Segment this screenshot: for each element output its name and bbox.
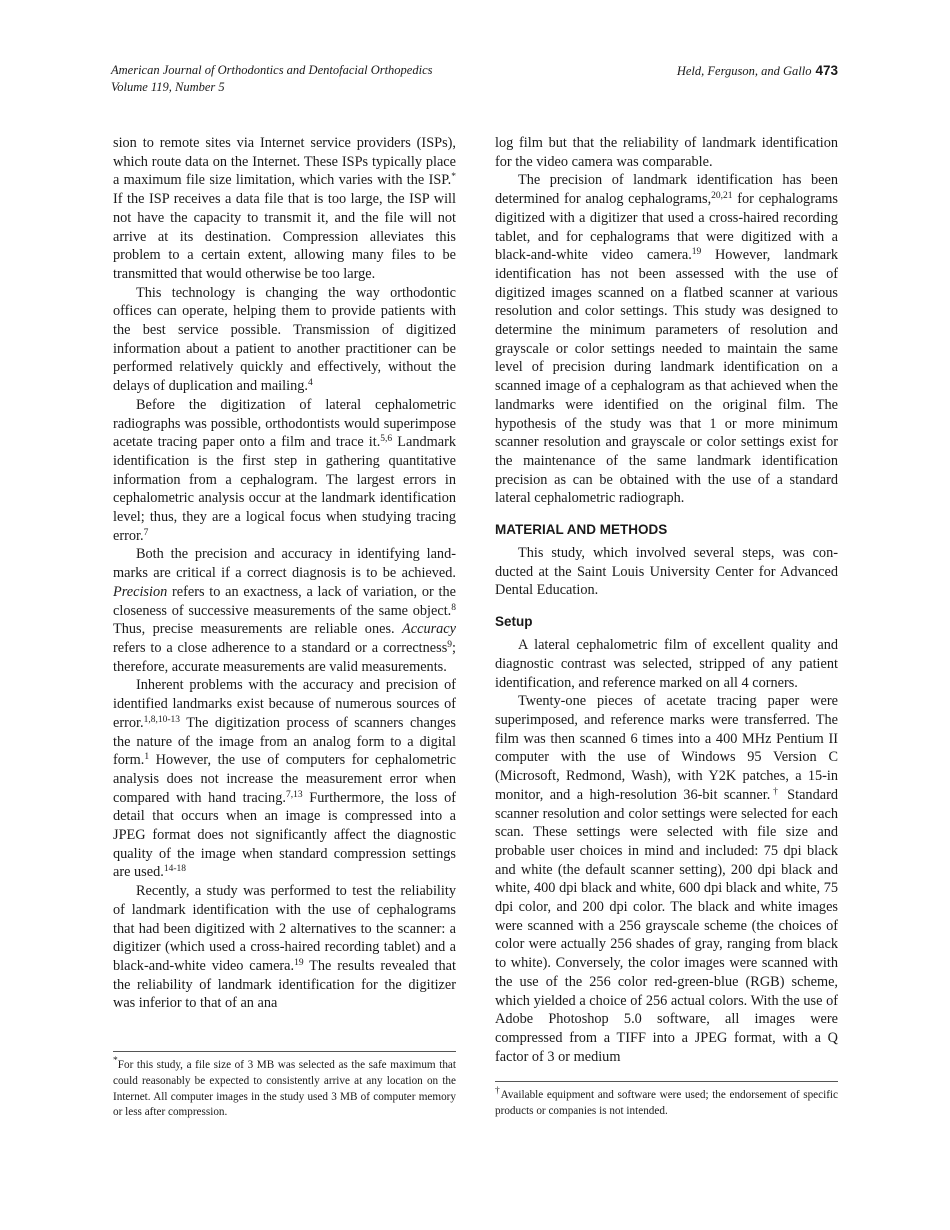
subsection-heading-setup: Setup	[495, 614, 533, 630]
journal-title: American Journal of Orthodontics and Dentofacial Orthopedics	[111, 63, 433, 77]
footnote-text: Available equipment and software were used; the endorsement of specific products or companies is not intended.	[495, 1089, 838, 1117]
footnote-mark: *	[113, 1056, 118, 1066]
footnote-asterisk	[113, 1051, 456, 1121]
paragraph: Recently, a study was performed to test the reliability of landmark identification with the use of cephalograms that had been digitized with 2 alternatives to the scanner: a digitizer (which used a cross-haired recording tablet) and a black-and-white video camera.$^{19}$ The results revealed that the reliability of landmark identification for the digitizer was inferior to that of an ana	[113, 883, 456, 1012]
citation: 7,13	[285, 789, 303, 800]
citation: 19	[294, 957, 304, 968]
citation: 1,8,10-13	[143, 714, 180, 725]
author-page-info	[677, 62, 838, 80]
paragraph: log film but that the reliability of landmark identification for the video camera was comparable.	[495, 135, 838, 170]
footnote-divider	[113, 1051, 456, 1052]
paragraph: Twenty-one pieces of acetate tracing paper were superimposed, and reference marks were transferred. The film was then scanned 6 times into a 400 MHz Pentium II computer with the use of Windows 95 Version C (Microsoft, Redmond, Wash), with Y2K patches, a 15-in monitor, and a high-resolution 36-bit scanner.† Standard scanner resolution and color settings were selected for each scan. These settings were selected with file size and probable user choices in mind and included: 75 dpi black and white (the default scanner setting), 200 dpi black and white, 400 dpi black and white, 600 dpi black and white, 75 dpi color, and 200 dpi color. The black and white images were scanned with a 256 grayscale scheme (the choices of color were actually 256 shades of gray, ranging from black to white). Conversely, the color images were scanned with the use of the 256 color red-green-blue (RGB) scheme, which yielded a choice of 256 actual colors. With the use of Adobe Photoshop 5.0 software, all images were compressed from a TIFF into a JPEG format, with a Q factor of 3 or medium	[495, 693, 838, 1065]
footnote-mark: †	[495, 1086, 501, 1096]
term-precision: Precision	[113, 583, 168, 600]
paragraph: Before the digitization of lateral cephalometric radiographs was possible, orthodontists would superimpose acetate tracing paper onto a film and trace it.$^{5,6}$ Landmark identification is the first step in gathering quantitative information from a cephalogram. The largest errors in cephalometric analysis occur at the landmark identification level; thus, they are a logical focus when studying tracing error.$^7$	[113, 396, 457, 544]
citation: 1	[144, 752, 150, 763]
paragraph: This study, which involved several steps, was conducted at the Saint Louis University Center for Advanced Dental Education.	[495, 545, 838, 599]
citation: 14-18	[163, 864, 186, 875]
citation: 9	[447, 639, 453, 650]
term-accuracy: Accuracy	[402, 621, 456, 638]
section-heading-methods: MATERIAL AND METHODS	[495, 522, 668, 538]
footnote-ref[interactable]: *	[451, 172, 456, 183]
paragraph: The precision of landmark identification has been determined for analog cephalograms,$^{20,21}$ for cephalograms digitized with a digitizer that used a cross-haired recording tablet, and for cephalograms that were digitized with a black-and-white video camera.$^{19}$ However, landmark identification has not been assessed with the use of digitized images scanned on a flatbed scanner at various resolution and color settings. This study was designed to determine the minimum parameters of resolution and grayscale or color settings needed to maintain the same level of precision during landmark identification on a scanned image of a cephalogram as that achieved when the landmarks were identified on the original film. The hypothesis of the study was that 1 or more minimum scanner resolution and grayscale or color settings exist for the maintenance of the same landmark identification precision as can be obtained with the use of a standard lateral cephalometric radiograph.	[495, 172, 838, 507]
footnote-text: For this study, a file size of 3 MB was selected as the safe maximum that could reasonably be expected to consistently arrive at any location on the Internet. All computer images in the study used 3 MB of computer memory or less after compression.	[113, 1059, 456, 1119]
paragraph: This technology is changing the way orthodontic offices can operate, helping them to provide patients with the best service possible. Transmission of digitized information about a patient to another practitioner can be performed relatively quickly and effectively, without the delays of duplication and mailing.$^4$	[113, 284, 456, 395]
running-header	[111, 62, 838, 98]
citation: 7	[143, 527, 149, 538]
paragraph: sion to remote sites via Internet service providers (ISPs), which route data on the Internet. These ISPs typically place a maximum file size limitation, which varies with the ISP.* If the ISP receives a data file that is too large, the ISP will not have the capacity to transmit it, and the file will not arrive at its destination. Compression alleviates this problem to a certain extent, allowing many files to be transmitted that would otherwise be too large.	[113, 135, 456, 282]
citation: 20,21	[711, 191, 733, 202]
paragraph: Inherent problems with the accuracy and precision of identified landmarks exist because of numerous sources of error.$^{1,8,10-13}$ The digitization process of scanners changes the nature of the image from an analog form to a digital form.$^1$ However, the use of computers for cephalometric analysis does not increase the measurement error when compared with hand tracing.$^{7,13}$ Furthermore, the loss of detail that occurs when an image is compressed into a JPEG format does not significantly affect the diagnostic quality of the image when standard compression settings are used.$^{14-18}$	[113, 677, 457, 881]
citation: 19	[691, 247, 702, 258]
footnote-divider	[495, 1081, 838, 1082]
paragraph: A lateral cephalometric film of excellent quality and diagnostic contrast was selected, stripped of any patient identification, and reference marked on all 4 corners.	[495, 637, 838, 691]
page-number: 473	[815, 63, 838, 78]
footnote-dagger	[495, 1081, 838, 1120]
paragraph: Both the precision and accuracy in identifying landmarks are critical if a correct diagnosis is to be achieved. Precision refers to an exactness, a lack of variation, or the closeness of successive measurements of the same object.$^8$ Thus, precise measurements are reliable ones. Accuracy refers to a close adherence to a standard or a correctness$^9$; therefore, accurate measurements are valid measurements.	[113, 546, 456, 675]
left-column	[113, 134, 456, 1013]
journal-volume: Volume 119, Number 5	[111, 80, 225, 94]
right-column	[495, 134, 838, 1066]
citation: 8	[451, 602, 456, 613]
running-authors: Held, Ferguson, and Gallo	[676, 64, 812, 78]
citation: 4	[307, 378, 313, 389]
footnote-ref[interactable]: †	[770, 786, 781, 797]
journal-info	[111, 62, 433, 96]
citation: 5,6	[380, 434, 393, 445]
